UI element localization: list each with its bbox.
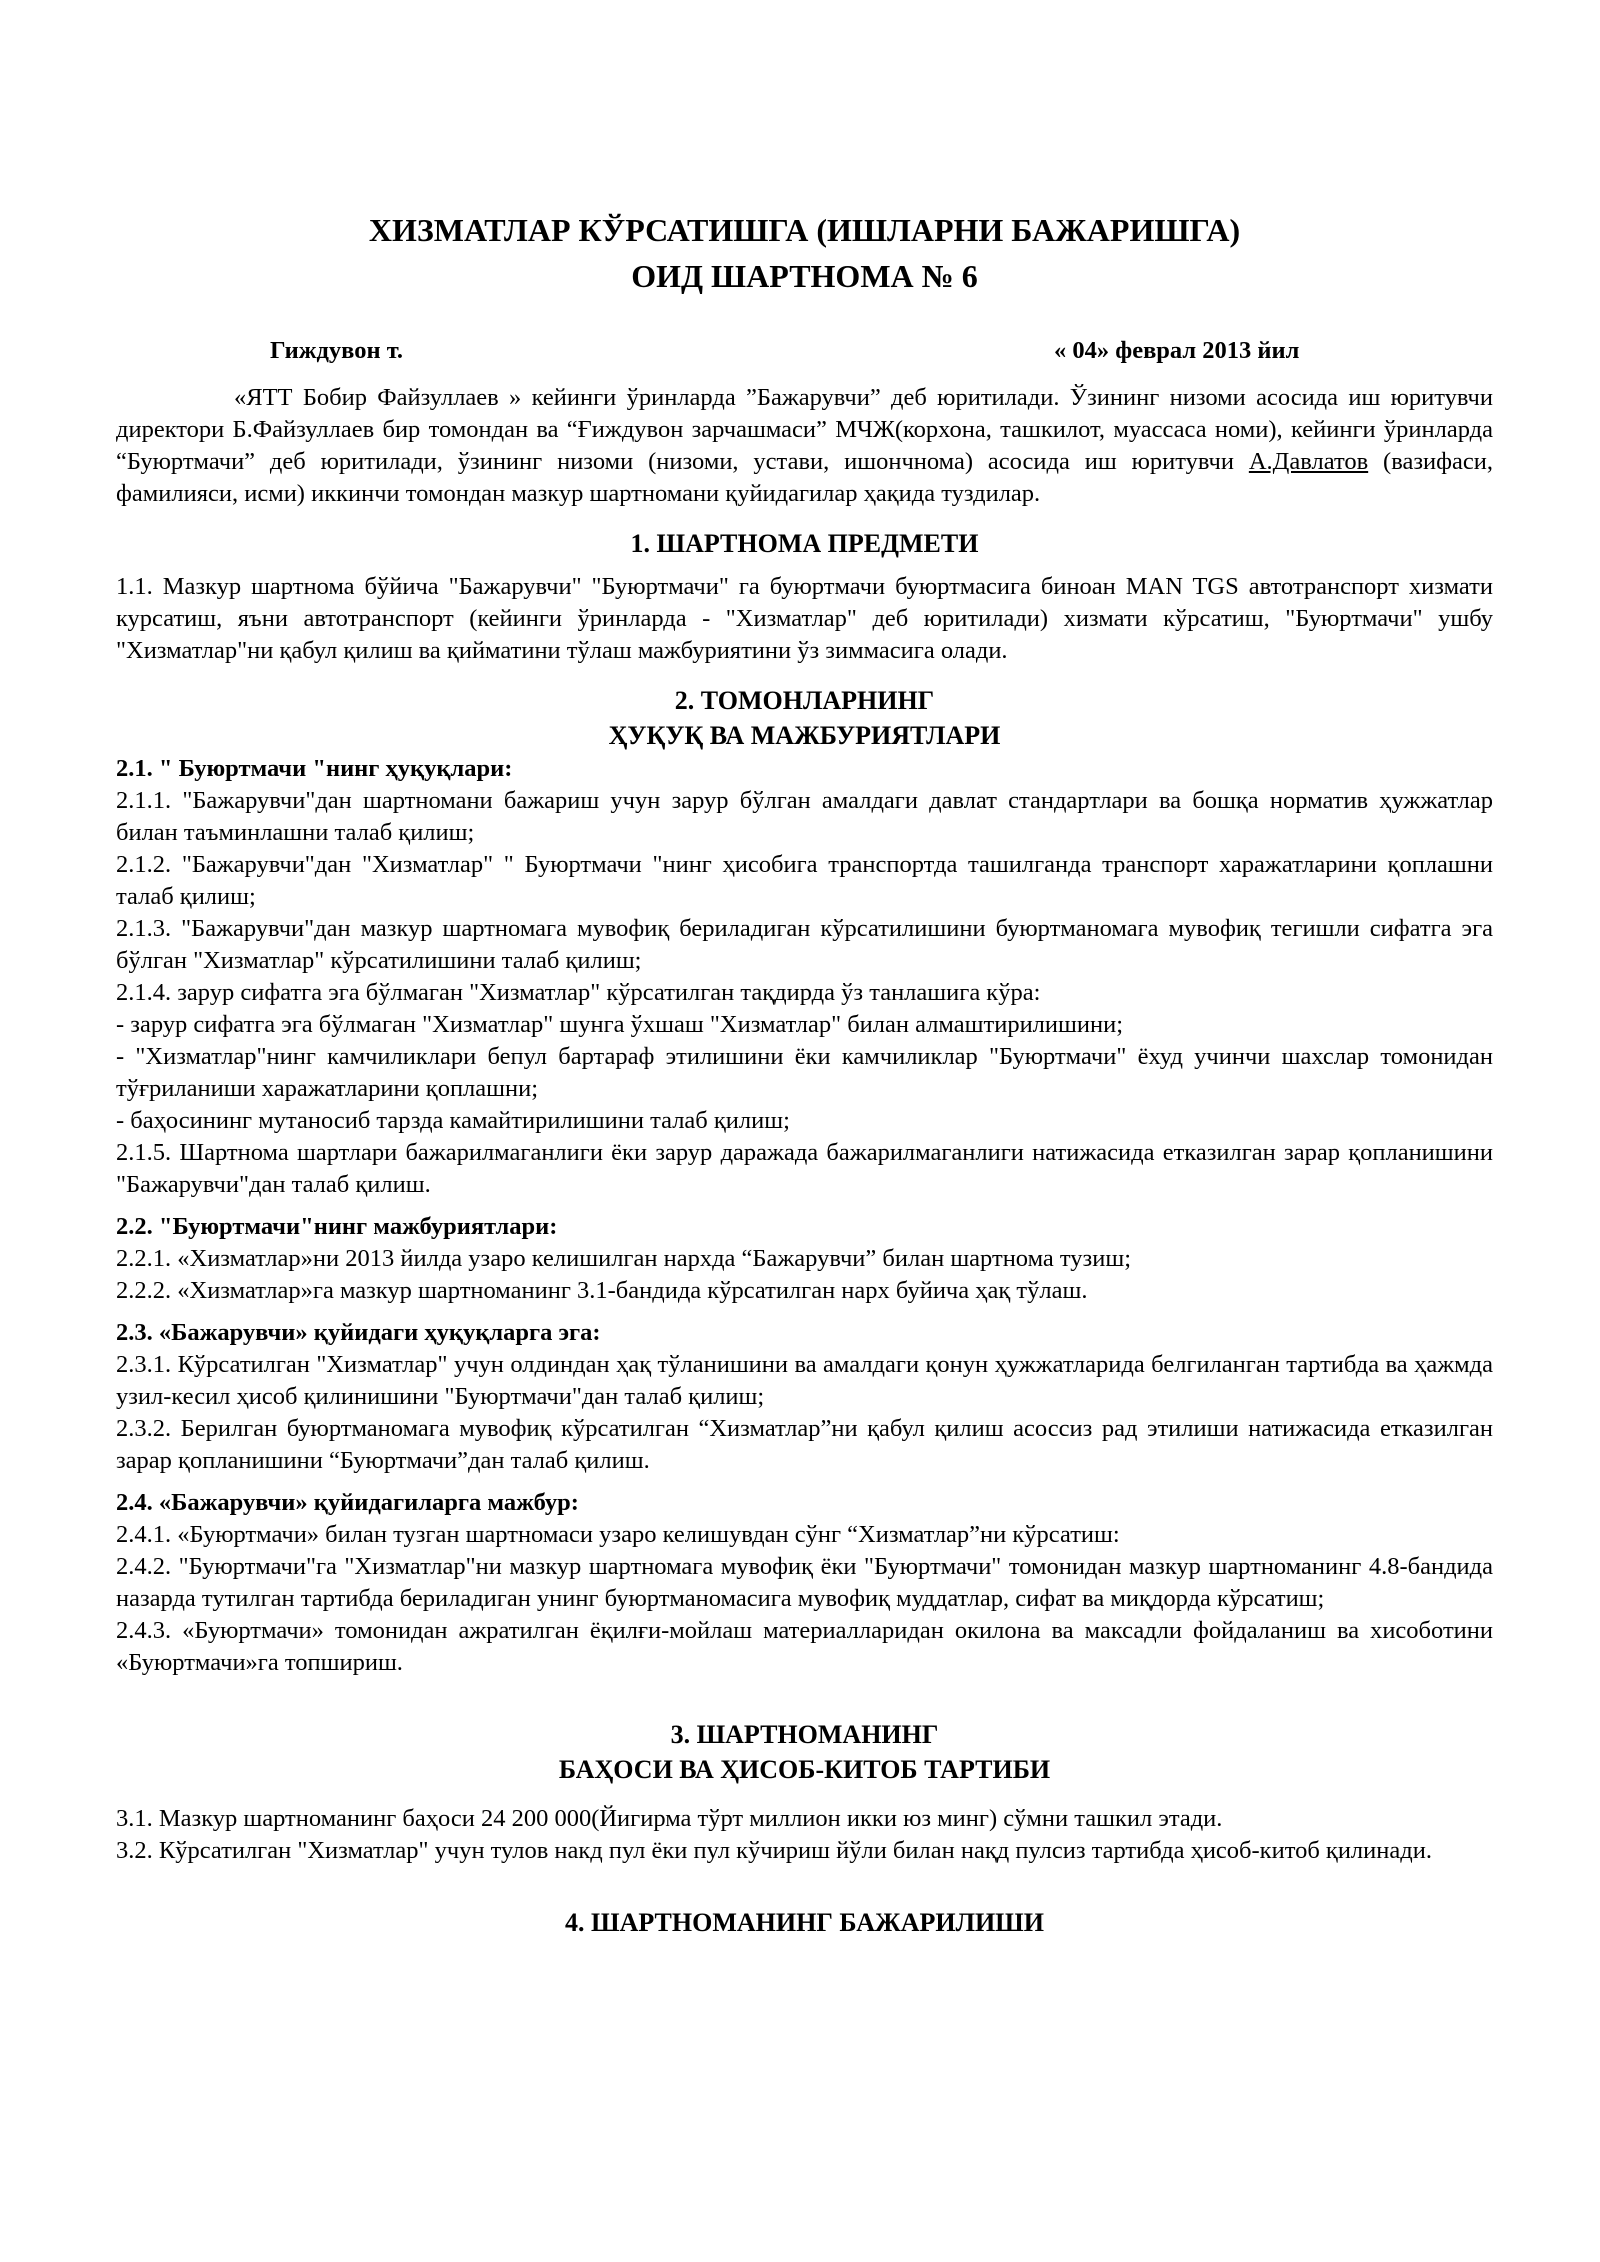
intro-text-1: «ЯТТ Бобир Файзуллаев » кейинги ўринларда ”Бажарувчи” деб юритилади. Ўзининг низоми асосида иш юритувчи директори Б.Файзуллаев бир томондан ва “Ғиждувон зарчашмаси” МЧЖ(корхона, ташкилот, муассаса номи), кейинги ўринларда “Буюртмачи” деб юритилади, ўзининг низоми (низоми, устави, ишончнома) асосида иш юритувчи	[116, 384, 1493, 475]
clause-2-1-5: 2.1.5. Шартнома шартлари бажарилмаганлиги ёки зарур даражада бажарилмаганлиги натижасида етказилган зарар қопланишини "Бажарувчи"дан талаб қилиш.	[116, 1139, 1493, 1198]
document-title	[116, 207, 1493, 299]
clause-2-2-1: 2.2.1. «Хизматлар»ни 2013 йилда узаро келишилган нархда “Бажарувчи” билан шартнома тузиш;	[116, 1245, 1132, 1272]
clause-2-4-2: 2.4.2. "Буюртмачи"га "Хизматлар"ни мазкур шартномага мувофиқ ёки "Буюртмачи" томонидан мазкур шартноманинг 4.8-бандида назарда тутилган тартибда бериладиган унинг буюртманомасига мувофиқ муддатлар, сифат ва миқдорда кўрсатиш;	[116, 1553, 1493, 1612]
clause-2-1-2: 2.1.2. "Бажарувчи"дан "Хизматлар" " Буюртмачи "нинг ҳисобига транспортда ташилганда транспорт харажатларини қоплашни талаб қилиш;	[116, 851, 1493, 910]
section-4-heading: 4. ШАРТНОМАНИНГ БАЖАРИЛИШИ	[565, 1908, 1044, 1937]
clause-2-3-2: 2.3.2. Берилган буюртманомага мувофиқ кўрсатилган “Хизматлар”ни қабул қилиш асоссиз рад этилиши натижасида етказилган зарар қопланишини “Буюртмачи”дан талаб қилиш.	[116, 1415, 1493, 1474]
title-line-1: ХИЗМАТЛАР КЎРСАТИШГА (ИШЛАРНИ БАЖАРИШГА)	[368, 212, 1241, 248]
contract-place: Гиждувон т.	[270, 337, 404, 364]
intro-text-2: (вазифаси, фамилияси, исми) иккинчи томондан мазкур шартномани қуйидагилар ҳақида туздилар.	[116, 448, 1493, 507]
section-2-heading-line-1: 2. ТОМОНЛАРНИНГ	[674, 686, 935, 715]
clause-3-2: 3.2. Кўрсатилган "Хизматлар" учун тулов накд пул ёки пул кўчириш йўли билан нақд пулсиз тартибда ҳисоб-китоб қилинади.	[116, 1837, 1432, 1864]
clause-2-4-1: 2.4.1. «Буюртмачи» билан тузган шартномаси узаро келишувдан сўнг “Хизматлар”ни кўрсатиш:	[116, 1521, 1120, 1548]
clause-2-3-1: 2.3.1. Кўрсатилган "Хизматлар" учун олдиндан ҳақ тўланишини ва амалдаги қонун ҳужжатларида белгиланган тартибда ва ҳажмда узил-кесил ҳисоб қилинишини "Буюртмачи"дан талаб қилиш;	[116, 1351, 1493, 1410]
signer-name: А.Давлатов	[1248, 448, 1369, 475]
title-line-2: ОИД ШАРТНОМА № 6	[631, 258, 978, 294]
clause-2-1-4-c: - баҳосининг мутаносиб тарзда камайтирилишини талаб қилиш;	[116, 1107, 790, 1134]
section-1-heading: 1. ШАРТНОМА ПРЕДМЕТИ	[630, 529, 979, 558]
section-3-heading-line-1: 3. ШАРТНОМАНИНГ	[670, 1720, 939, 1749]
clause-2-1-4: 2.1.4. зарур сифатга эга бўлмаган "Хизматлар" кўрсатилган тақдирда ўз танлашига кўра:	[116, 979, 1041, 1006]
clause-1-1: 1.1. Мазкур шартнома бўйича "Бажарувчи" "Буюртмачи" га буюртмачи буюртмасига биноан MAN TGS автотранспорт хизмати курсатиш, яъни автотранспорт (кейинги ўринларда - "Хизматлар" деб юритилади) хизмати кўрсатиш, "Буюртмачи" ушбу "Хизматлар"ни қабул қилиш ва қийматини тўлаш мажбуриятини ўз зиммасига олади.	[116, 573, 1493, 664]
clause-2-1-4-b: - "Хизматлар"нинг камчиликлари бепул бартараф этилишини ёки камчиликлар "Буюртмачи" ёхуд учинчи шахслар томонидан тўғриланиши харажатларини қоплашни;	[116, 1043, 1493, 1102]
clause-2-4-3: 2.4.3. «Буюртмачи» томонидан ажратилган ёқилғи-мойлаш материалларидан окилона ва максадли фойдаланиш ва хисоботини «Буюртмачи»га топшириш.	[116, 1617, 1493, 1676]
intro-paragraph	[116, 382, 1493, 510]
subsection-2-3-heading: 2.3. «Бажарувчи» қуйидаги ҳуқуқларга эга:	[116, 1319, 601, 1346]
clause-2-1-4-a: - зарур сифатга эга бўлмаган "Хизматлар" шунга ўхшаш "Хизматлар" билан алмаштирилишини;	[116, 1011, 1124, 1038]
clause-2-1-1: 2.1.1. "Бажарувчи"дан шартномани бажариш учун зарур бўлган амалдаги давлат стандартлари ва бошқа норматив ҳужжатлар билан таъминлашни талаб қилиш;	[116, 787, 1493, 846]
clause-2-1-3: 2.1.3. "Бажарувчи"дан мазкур шартномага мувофиқ бериладиган кўрсатилишини буюртманомага мувофиқ тегишли сифатга эга бўлган "Хизматлар" кўрсатилишини талаб қилиш;	[116, 915, 1493, 974]
subsection-2-2-heading: 2.2. "Буюртмачи"нинг мажбуриятлари:	[116, 1213, 558, 1240]
clause-2-2-2: 2.2.2. «Хизматлар»га мазкур шартноманинг 3.1-бандида кўрсатилган нарх буйича ҳақ тўлаш.	[116, 1277, 1088, 1304]
section-3-heading	[116, 1717, 1493, 1787]
contract-date: « 04» феврал 2013 йил	[1054, 337, 1300, 364]
clause-3-1: 3.1. Мазкур шартноманинг баҳоси 24 200 000(Йигирма тўрт миллион икки юз минг) сўмни ташкил этади.	[116, 1805, 1223, 1832]
contract-body	[116, 382, 1493, 1940]
subsection-2-1-heading: 2.1. " Буюртмачи "нинг ҳуқуқлари:	[116, 755, 513, 782]
section-3-heading-line-2: БАҲОСИ ВА ҲИСОБ-КИТОБ ТАРТИБИ	[558, 1755, 1051, 1784]
section-2-heading-line-2: ҲУҚУҚ ВА МАЖБУРИЯТЛАРИ	[608, 721, 1001, 750]
section-2-heading	[116, 683, 1493, 753]
subsection-2-4-heading: 2.4. «Бажарувчи» қуйидагиларга мажбур:	[116, 1489, 579, 1516]
